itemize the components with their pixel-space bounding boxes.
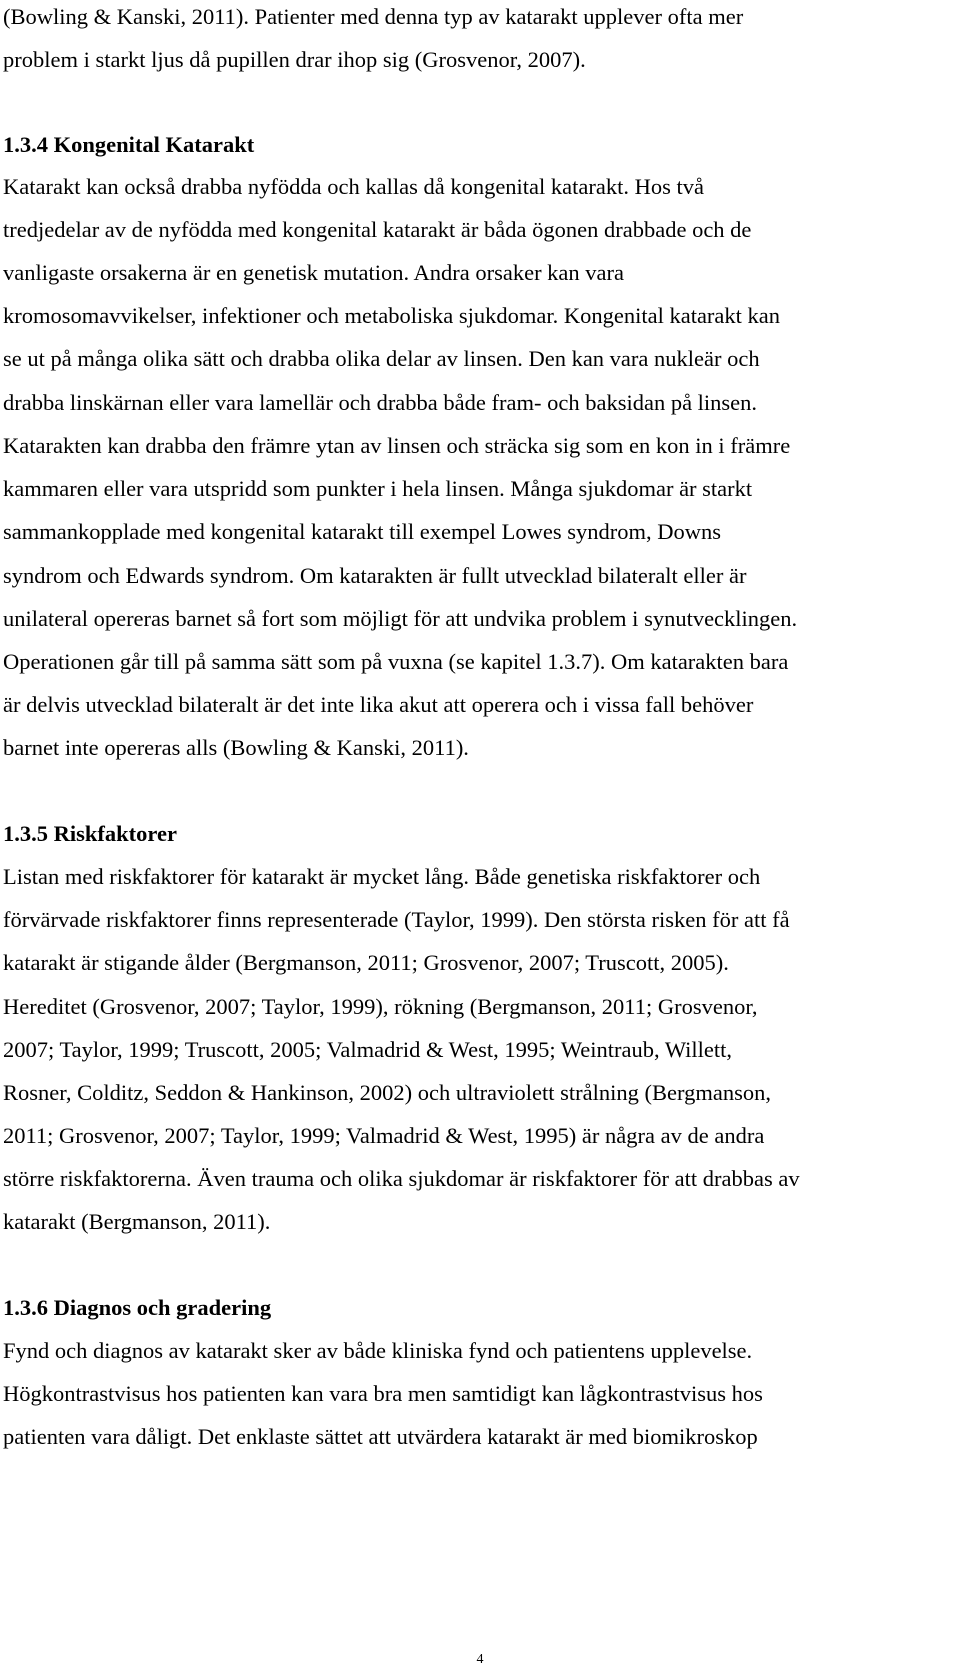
section-heading-diagnos-och-gradering: 1.3.6 Diagnos och gradering	[3, 1295, 272, 1320]
paragraph-line: Rosner, Colditz, Seddon & Hankinson, 2002) och ultraviolett strålning (Bergmanson,	[3, 1080, 771, 1105]
paragraph-line: syndrom och Edwards syndrom. Om katarakten är fullt utvecklad bilateralt eller är	[3, 563, 747, 588]
paragraph-line: drabba linskärnan eller vara lamellär och drabba både fram- och baksidan på linsen.	[3, 390, 758, 415]
paragraph-line: förvärvade riskfaktorer finns representerade (Taylor, 1999). Den största risken för att få	[3, 907, 790, 932]
paragraph-line: kromosomavvikelser, infektioner och metaboliska sjukdomar. Kongenital katarakt kan	[3, 303, 781, 328]
paragraph-line: Katarakten kan drabba den främre ytan av linsen och sträcka sig som en kon in i främre	[3, 433, 791, 458]
paragraph-line: sammankopplade med kongenital katarakt till exempel Lowes syndrom, Downs	[3, 519, 721, 544]
section-heading-kongenital-katarakt: 1.3.4 Kongenital Katarakt	[3, 132, 255, 157]
paragraph-line: 2007; Taylor, 1999; Truscott, 2005; Valmadrid & West, 1995; Weintraub, Willett,	[3, 1037, 733, 1062]
paragraph-line: se ut på många olika sätt och drabba olika delar av linsen. Den kan vara nukleär och	[3, 346, 760, 371]
paragraph-line: är delvis utvecklad bilateralt är det inte lika akut att operera och i vissa fall behöver	[3, 692, 754, 717]
paragraph-line: barnet inte opereras alls (Bowling & Kanski, 2011).	[3, 735, 469, 760]
paragraph-line: 2011; Grosvenor, 2007; Taylor, 1999; Valmadrid & West, 1995) är några av de andra	[3, 1123, 765, 1148]
paragraph-line: Listan med riskfaktorer för katarakt är mycket lång. Både genetiska riskfaktorer och	[3, 864, 761, 889]
paragraph-line: patienten vara dåligt. Det enklaste sättet att utvärdera katarakt är med biomikroskop	[3, 1424, 758, 1449]
paragraph-line: katarakt (Bergmanson, 2011).	[3, 1209, 271, 1234]
paragraph-line: Fynd och diagnos av katarakt sker av både kliniska fynd och patientens upplevelse.	[3, 1338, 753, 1363]
section-heading-riskfaktorer: 1.3.5 Riskfaktorer	[3, 821, 177, 846]
paragraph-line: Högkontrastvisus hos patienten kan vara bra men samtidigt kan lågkontrastvisus hos	[3, 1381, 763, 1406]
paragraph-line: kammaren eller vara utspridd som punkter i hela linsen. Många sjukdomar är starkt	[3, 476, 753, 501]
paragraph-line: större riskfaktorerna. Även trauma och olika sjukdomar är riskfaktorer för att drabbas av	[3, 1166, 800, 1191]
paragraph-line: unilateral opereras barnet så fort som möjligt för att undvika problem i synutvecklingen.	[3, 606, 798, 631]
intro-line: (Bowling & Kanski, 2011). Patienter med denna typ av katarakt upplever ofta mer	[3, 4, 744, 29]
intro-line: problem i starkt ljus då pupillen drar ihop sig (Grosvenor, 2007).	[3, 47, 586, 72]
paragraph-line: Operationen går till på samma sätt som på vuxna (se kapitel 1.3.7). Om katarakten bara	[3, 649, 789, 674]
paragraph-line: tredjedelar av de nyfödda med kongenital katarakt är båda ögonen drabbade och de	[3, 217, 752, 242]
paragraph-line: Katarakt kan också drabba nyfödda och kallas då kongenital katarakt. Hos två	[3, 174, 704, 199]
paragraph-line: katarakt är stigande ålder (Bergmanson, 2011; Grosvenor, 2007; Truscott, 2005).	[3, 950, 729, 975]
paragraph-line: Hereditet (Grosvenor, 2007; Taylor, 1999), rökning (Bergmanson, 2011; Grosvenor,	[3, 994, 758, 1019]
paragraph-line: vanligaste orsakerna är en genetisk mutation. Andra orsaker kan vara	[3, 260, 625, 285]
page-number: 4	[476, 1652, 484, 1667]
